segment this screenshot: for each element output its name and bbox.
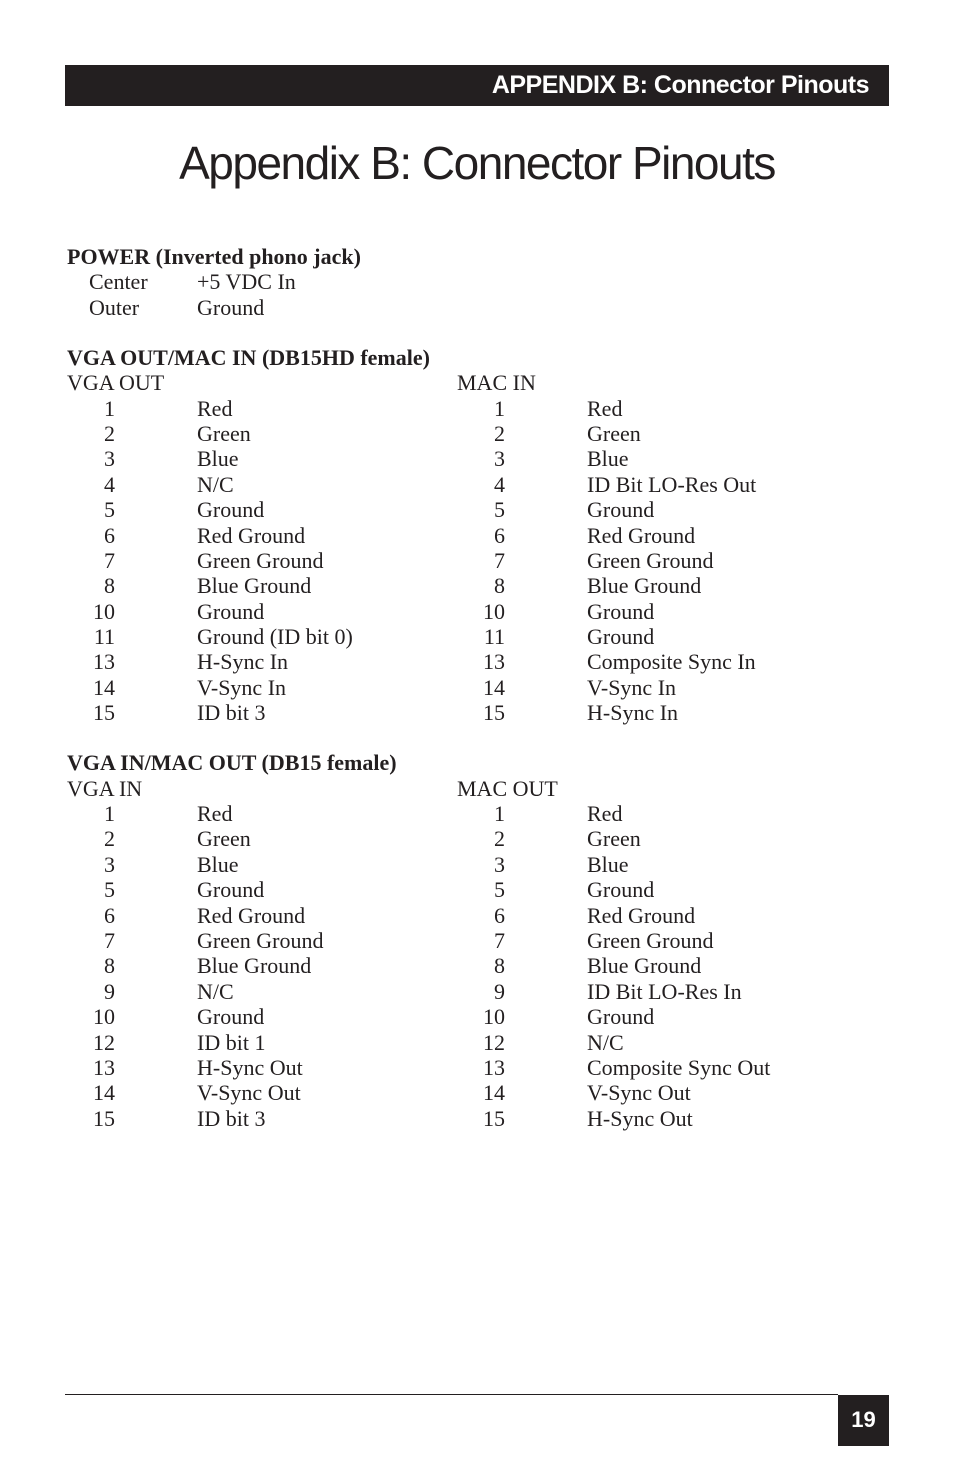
right-signal-name: H-Sync In <box>587 700 679 726</box>
pinout-row <box>67 599 897 624</box>
right-pin-number: 7 <box>494 547 505 573</box>
right-pin-number: 1 <box>494 801 505 826</box>
right-pin-number: 8 <box>494 953 505 979</box>
left-pin-number: 10 <box>93 1004 115 1030</box>
left-pin-number: 6 <box>104 522 115 548</box>
pinout-row <box>67 877 897 902</box>
page-title: Appendix B: Connector Pinouts <box>179 137 775 189</box>
right-pin-number: 12 <box>483 1029 505 1055</box>
right-pin-number: 13 <box>483 1054 505 1080</box>
right-pin-number: 14 <box>483 1080 505 1106</box>
left-pin-number: 10 <box>93 598 115 624</box>
pinout-row <box>67 649 897 674</box>
left-signal-name: Blue <box>197 446 239 472</box>
left-pin-number: 9 <box>104 978 115 1004</box>
left-signal-name: Ground <box>197 598 265 624</box>
pinout-row <box>67 928 897 953</box>
vga-out-mac-in-section-title: VGA OUT/MAC IN (DB15HD female) <box>67 344 430 370</box>
left-pin-number: 15 <box>93 1105 115 1131</box>
pinout-row <box>67 1004 897 1029</box>
pinout-row <box>67 1106 897 1131</box>
left-pin-number: 1 <box>104 395 115 421</box>
right-signal-name: Red <box>587 801 623 826</box>
left-pin-number: 3 <box>104 851 115 877</box>
right-signal-name: V-Sync In <box>587 674 677 700</box>
left-pin-number: 7 <box>104 547 115 573</box>
left-pin-number: 8 <box>104 573 115 599</box>
right-signal-name: Ground <box>587 624 655 650</box>
left-pin-number: 13 <box>93 1054 115 1080</box>
right-pin-number: 3 <box>494 851 505 877</box>
right-pin-number: 1 <box>494 395 505 421</box>
left-signal-name: Green Ground <box>197 927 324 953</box>
left-signal-name: Ground <box>197 1004 265 1030</box>
right-pin-number: 6 <box>494 902 505 928</box>
left-signal-name: ID bit 1 <box>197 1029 266 1055</box>
right-pin-number: 14 <box>483 674 505 700</box>
right-signal-name: Green Ground <box>587 547 714 573</box>
left-pin-number: 4 <box>104 471 115 497</box>
page-content <box>67 244 897 1131</box>
left-pin-number: 14 <box>93 674 115 700</box>
right-pin-number: 6 <box>494 522 505 548</box>
pinout-row <box>67 396 897 421</box>
pinout-row <box>67 523 897 548</box>
pinout-row <box>67 852 897 877</box>
left-signal-name: Red Ground <box>197 522 306 548</box>
right-signal-name: Composite Sync In <box>587 649 756 675</box>
right-pin-number: 15 <box>483 700 505 726</box>
right-signal-name: Red Ground <box>587 522 696 548</box>
right-pin-number: 13 <box>483 649 505 675</box>
power-row <box>67 269 897 294</box>
left-signal-name: V-Sync Out <box>197 1080 301 1106</box>
left-signal-name: Ground <box>197 497 265 523</box>
right-signal-name: Green <box>587 826 641 852</box>
pinout-row <box>67 548 897 573</box>
vga-in-mac-out-pinout-table <box>67 801 897 1131</box>
right-pin-number: 4 <box>494 471 505 497</box>
left-pin-number: 8 <box>104 953 115 979</box>
column-headers <box>67 776 897 801</box>
pinout-row <box>67 700 897 725</box>
left-signal-name: Red Ground <box>197 902 306 928</box>
left-signal-name: Blue Ground <box>197 953 312 979</box>
left-signal-name: Ground (ID bit 0) <box>197 624 353 650</box>
running-header: APPENDIX B: Connector Pinouts <box>65 65 889 106</box>
right-pin-number: 3 <box>494 446 505 472</box>
pinout-row <box>67 446 897 471</box>
right-signal-name: H-Sync Out <box>587 1105 693 1131</box>
vga-out-mac-in-pinout-table <box>67 396 897 726</box>
right-pin-number: 9 <box>494 978 505 1004</box>
pinout-row <box>67 826 897 851</box>
left-signal-name: Blue <box>197 851 239 877</box>
right-signal-name: Ground <box>587 497 655 523</box>
pinout-row <box>67 979 897 1004</box>
left-signal-name: Red <box>197 395 233 421</box>
right-signal-name: V-Sync Out <box>587 1080 691 1106</box>
power-contact-value: +5 VDC In <box>197 269 296 295</box>
left-pin-number: 5 <box>104 877 115 903</box>
left-pin-number: 6 <box>104 902 115 928</box>
right-pin-number: 7 <box>494 927 505 953</box>
pinout-row <box>67 624 897 649</box>
right-pin-number: 10 <box>483 598 505 624</box>
right-signal-name: Ground <box>587 877 655 903</box>
pinout-row <box>67 1080 897 1105</box>
pinout-row <box>67 953 897 978</box>
left-signal-name: Ground <box>197 877 265 903</box>
right-pin-number: 5 <box>494 877 505 903</box>
pinout-row <box>67 497 897 522</box>
right-signal-name: Green <box>587 420 641 446</box>
mac-out-column-header: MAC OUT <box>457 775 558 801</box>
pinout-row <box>67 903 897 928</box>
pinout-row <box>67 801 897 826</box>
left-pin-number: 1 <box>104 801 115 826</box>
left-signal-name: V-Sync In <box>197 674 287 700</box>
mac-in-column-header: MAC IN <box>457 370 536 396</box>
power-row <box>67 295 897 320</box>
right-pin-number: 2 <box>494 826 505 852</box>
left-pin-number: 2 <box>104 826 115 852</box>
vga-out-column-header: VGA OUT <box>67 370 165 396</box>
right-signal-name: Blue Ground <box>587 953 702 979</box>
right-signal-name: Blue Ground <box>587 573 702 599</box>
right-signal-name: N/C <box>587 1029 624 1055</box>
column-headers <box>67 370 897 395</box>
pinout-row <box>67 472 897 497</box>
right-signal-name: Green Ground <box>587 927 714 953</box>
pinout-row <box>67 573 897 598</box>
left-pin-number: 14 <box>93 1080 115 1106</box>
footer-rule <box>65 1394 838 1395</box>
section-spacer <box>67 726 897 751</box>
left-pin-number: 15 <box>93 700 115 726</box>
right-pin-number: 10 <box>483 1004 505 1030</box>
left-signal-name: ID bit 3 <box>197 1105 266 1131</box>
power-contact-name: Center <box>89 269 148 295</box>
right-signal-name: Ground <box>587 1004 655 1030</box>
left-signal-name: H-Sync In <box>197 649 289 675</box>
vga-in-column-header: VGA IN <box>67 775 143 801</box>
left-signal-name: Green Ground <box>197 547 324 573</box>
pinout-row <box>67 675 897 700</box>
power-pinout-list <box>67 269 897 320</box>
left-signal-name: N/C <box>197 471 234 497</box>
left-signal-name: Red <box>197 801 233 826</box>
right-signal-name: ID Bit LO-Res Out <box>587 471 757 497</box>
right-signal-name: Blue <box>587 851 629 877</box>
right-pin-number: 15 <box>483 1105 505 1131</box>
pinout-row <box>67 1030 897 1055</box>
left-pin-number: 12 <box>93 1029 115 1055</box>
pinout-row <box>67 421 897 446</box>
left-pin-number: 5 <box>104 497 115 523</box>
left-signal-name: N/C <box>197 978 234 1004</box>
right-signal-name: Red Ground <box>587 902 696 928</box>
power-contact-value: Ground <box>197 294 265 320</box>
left-pin-number: 11 <box>93 624 115 650</box>
right-pin-number: 5 <box>494 497 505 523</box>
right-signal-name: ID Bit LO-Res In <box>587 978 742 1004</box>
left-signal-name: Green <box>197 826 251 852</box>
right-pin-number: 2 <box>494 420 505 446</box>
right-signal-name: Red <box>587 395 623 421</box>
pinout-row <box>67 1055 897 1080</box>
right-signal-name: Ground <box>587 598 655 624</box>
left-pin-number: 13 <box>93 649 115 675</box>
right-pin-number: 8 <box>494 573 505 599</box>
page-number: 19 <box>838 1395 889 1446</box>
power-contact-name: Outer <box>89 294 140 320</box>
left-pin-number: 7 <box>104 927 115 953</box>
left-signal-name: Green <box>197 420 251 446</box>
left-pin-number: 3 <box>104 446 115 472</box>
right-signal-name: Composite Sync Out <box>587 1054 771 1080</box>
section-spacer <box>67 320 897 345</box>
left-pin-number: 2 <box>104 420 115 446</box>
right-signal-name: Blue <box>587 446 629 472</box>
power-section-title: POWER (Inverted phono jack) <box>67 244 361 269</box>
vga-in-mac-out-section-title: VGA IN/MAC OUT (DB15 female) <box>67 750 397 776</box>
left-signal-name: ID bit 3 <box>197 700 266 726</box>
left-signal-name: Blue Ground <box>197 573 312 599</box>
right-pin-number: 11 <box>483 624 505 650</box>
left-signal-name: H-Sync Out <box>197 1054 303 1080</box>
